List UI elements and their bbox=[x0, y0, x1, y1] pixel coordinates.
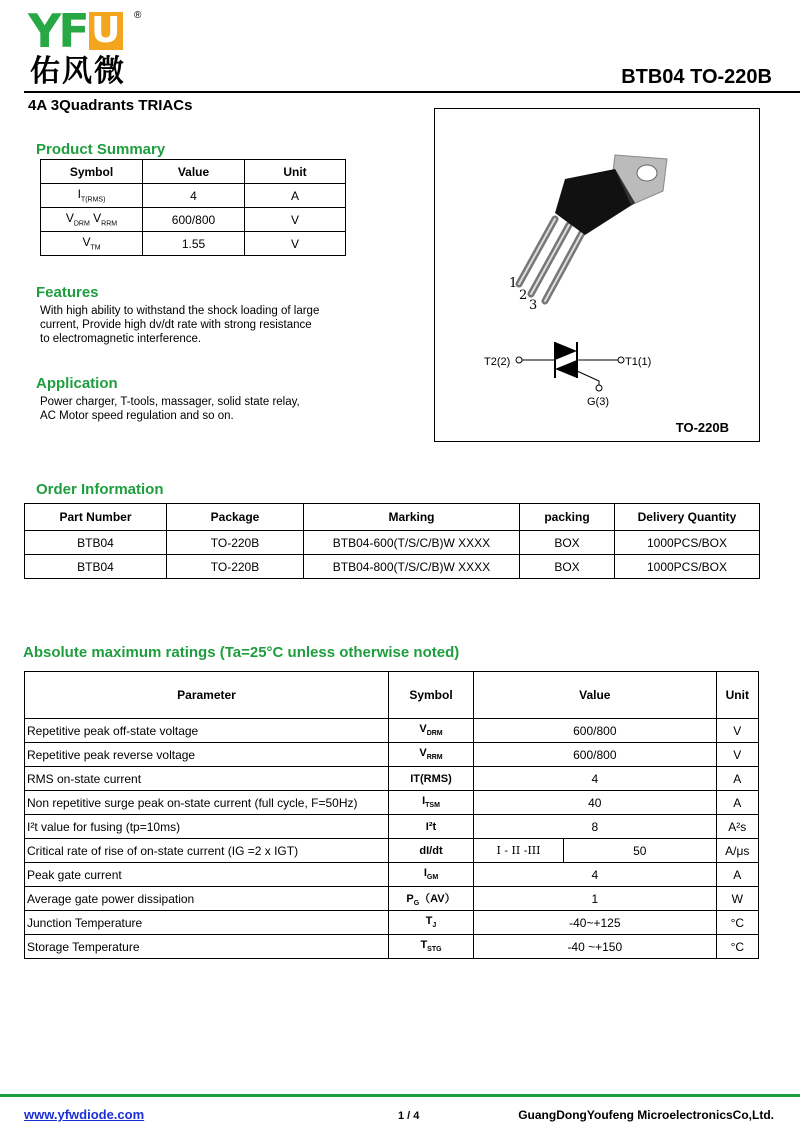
ratings-table bbox=[24, 671, 759, 959]
parameter-cell: Storage Temperature bbox=[25, 935, 389, 959]
value-cell: 40 bbox=[474, 791, 717, 815]
value-cell: 600/800 bbox=[474, 719, 717, 743]
table-row bbox=[25, 887, 759, 911]
symbol-sub: G bbox=[413, 900, 420, 908]
column-header: Symbol bbox=[41, 160, 143, 184]
table-row bbox=[25, 531, 760, 555]
table-row bbox=[25, 743, 759, 767]
value-cell: 4 bbox=[143, 184, 245, 208]
header-rule bbox=[24, 91, 800, 93]
parameter-cell: Non repetitive surge peak on-state current (full cycle, F=50Hz) bbox=[25, 791, 389, 815]
table-row bbox=[25, 791, 759, 815]
symbol-main: dI/dt bbox=[419, 844, 443, 857]
logo-u-box: U bbox=[89, 12, 123, 50]
logo-chinese: 佑风微 bbox=[30, 54, 126, 89]
triac-triangle-bottom bbox=[555, 360, 577, 378]
table-row bbox=[41, 208, 346, 232]
cell: 1000PCS/BOX bbox=[615, 555, 760, 579]
table-row bbox=[25, 911, 759, 935]
wire-gate bbox=[577, 371, 599, 385]
registered-mark: ® bbox=[134, 10, 142, 21]
package-leads bbox=[519, 219, 583, 301]
table-row bbox=[25, 839, 759, 863]
footer-rule bbox=[0, 1094, 800, 1097]
product-summary-heading: Product Summary bbox=[36, 141, 166, 158]
symbol-main: T bbox=[425, 915, 433, 928]
column-header: Parameter bbox=[25, 672, 389, 719]
application-text: Power charger, T-tools, massager, solid state relay, AC Motor speed regulation and so on. bbox=[40, 396, 300, 422]
cell: BTB04 bbox=[25, 531, 167, 555]
terminal-t1-dot bbox=[618, 357, 624, 363]
pin-number: 1 bbox=[509, 276, 518, 291]
parameter-cell: Peak gate current bbox=[25, 863, 389, 887]
symbol-cell bbox=[41, 184, 143, 208]
symbol-main: I bbox=[77, 187, 81, 202]
symbol-sub: T(RMS) bbox=[80, 196, 106, 204]
quadrant-cell: I - II -III bbox=[474, 839, 564, 863]
column-header: Value bbox=[474, 672, 717, 719]
symbol-cell bbox=[41, 208, 143, 232]
terminal-t2-label: T2(2) bbox=[484, 356, 511, 368]
value-cell: 1.55 bbox=[143, 232, 245, 256]
symbol-main: I bbox=[423, 867, 427, 880]
mounting-hole bbox=[637, 165, 657, 181]
product-summary-table bbox=[40, 159, 346, 256]
symbol-cell bbox=[389, 887, 474, 911]
symbol-cell bbox=[389, 839, 474, 863]
unit-cell: A²s bbox=[716, 815, 758, 839]
cell: TO-220B bbox=[167, 531, 304, 555]
company-logo bbox=[28, 4, 158, 89]
parameter-cell: I²t value for fusing (tp=10ms) bbox=[25, 815, 389, 839]
symbol-cell bbox=[389, 863, 474, 887]
symbol-cell bbox=[389, 815, 474, 839]
symbol-sub: TM bbox=[90, 244, 101, 252]
value-cell: -40 ~+150 bbox=[474, 935, 717, 959]
column-header: Marking bbox=[304, 504, 520, 531]
symbol-cell bbox=[389, 743, 474, 767]
symbol-main: T bbox=[420, 939, 428, 952]
ratings-heading: Absolute maximum ratings (Ta=25°C unless otherwise noted) bbox=[23, 644, 460, 661]
logo-latin bbox=[28, 4, 123, 58]
to220-package-illustration bbox=[435, 109, 759, 441]
value-cell: 50 bbox=[564, 839, 717, 863]
parameter-cell: Average gate power dissipation bbox=[25, 887, 389, 911]
table-row bbox=[25, 555, 760, 579]
symbol-cell bbox=[389, 719, 474, 743]
table-row bbox=[25, 815, 759, 839]
symbol-main: I²t bbox=[425, 820, 437, 833]
value-cell: 1 bbox=[474, 887, 717, 911]
symbol-cell bbox=[389, 935, 474, 959]
unit-cell: V bbox=[716, 743, 758, 767]
value-cell: 4 bbox=[474, 767, 717, 791]
column-header: packing bbox=[520, 504, 615, 531]
pin-number: 2 bbox=[519, 288, 528, 303]
parameter-cell: Repetitive peak reverse voltage bbox=[25, 743, 389, 767]
page-number: 1 / 4 bbox=[398, 1110, 420, 1122]
symbol-sub: TSM bbox=[425, 802, 440, 810]
symbol-sub: RRM bbox=[426, 754, 443, 762]
cell: BTB04 bbox=[25, 555, 167, 579]
column-header: Part Number bbox=[25, 504, 167, 531]
table-row bbox=[25, 863, 759, 887]
symbol-sub: DRM bbox=[73, 220, 90, 228]
column-header: Unit bbox=[716, 672, 758, 719]
cell: BOX bbox=[520, 555, 615, 579]
symbol-sub: GM bbox=[426, 874, 439, 882]
terminal-t1-label: T1(1) bbox=[625, 356, 652, 368]
website-link[interactable]: www.yfwdiode.com bbox=[24, 1107, 145, 1122]
value-cell: 8 bbox=[474, 815, 717, 839]
unit-cell: A bbox=[716, 791, 758, 815]
package-figure bbox=[434, 108, 760, 442]
symbol-main: IT(RMS) bbox=[410, 772, 452, 785]
parameter-cell: RMS on-state current bbox=[25, 767, 389, 791]
order-information-table bbox=[24, 503, 760, 579]
unit-cell: W bbox=[716, 887, 758, 911]
triac-triangle-top bbox=[555, 342, 577, 360]
table-row bbox=[25, 935, 759, 959]
logo-yf: YF bbox=[28, 4, 87, 58]
order-information-heading: Order Information bbox=[36, 481, 164, 498]
triac-symbol bbox=[484, 342, 651, 408]
terminal-t2-dot bbox=[516, 357, 522, 363]
subtitle: 4A 3Quadrants TRIACs bbox=[28, 97, 193, 114]
table-header-row bbox=[25, 672, 759, 719]
column-header: Package bbox=[167, 504, 304, 531]
features-heading: Features bbox=[36, 284, 99, 301]
symbol-sub: RRM bbox=[101, 220, 118, 228]
table-header-row bbox=[25, 504, 760, 531]
unit-cell: A bbox=[716, 767, 758, 791]
symbol-cell bbox=[389, 791, 474, 815]
cell: BOX bbox=[520, 531, 615, 555]
symbol-main: P bbox=[406, 892, 414, 905]
table-row bbox=[25, 767, 759, 791]
unit-cell: V bbox=[716, 719, 758, 743]
table-header-row bbox=[41, 160, 346, 184]
cell: TO-220B bbox=[167, 555, 304, 579]
cell: 1000PCS/BOX bbox=[615, 531, 760, 555]
value-cell: 600/800 bbox=[143, 208, 245, 232]
symbol-main: V bbox=[82, 235, 91, 250]
application-heading: Application bbox=[36, 375, 118, 392]
unit-cell: V bbox=[245, 208, 346, 232]
cell: BTB04-800(T/S/C/B)W XXXX bbox=[304, 555, 520, 579]
value-cell: 4 bbox=[474, 863, 717, 887]
unit-cell: A bbox=[716, 863, 758, 887]
symbol-main: V bbox=[419, 723, 427, 736]
cell: BTB04-600(T/S/C/B)W XXXX bbox=[304, 531, 520, 555]
table-row bbox=[25, 719, 759, 743]
unit-cell: °C bbox=[716, 935, 758, 959]
table-row bbox=[41, 184, 346, 208]
symbol-cell bbox=[389, 911, 474, 935]
unit-cell: A bbox=[245, 184, 346, 208]
unit-cell: A/μs bbox=[716, 839, 758, 863]
column-header: Value bbox=[143, 160, 245, 184]
part-title: BTB04 TO-220B bbox=[621, 66, 772, 88]
symbol-main: V bbox=[419, 747, 427, 760]
parameter-cell: Repetitive peak off-state voltage bbox=[25, 719, 389, 743]
symbol-sub: STG bbox=[427, 946, 442, 954]
column-header: Symbol bbox=[389, 672, 474, 719]
pin-number: 3 bbox=[529, 298, 538, 313]
symbol-main: I bbox=[422, 795, 426, 808]
symbol-cell bbox=[389, 767, 474, 791]
column-header: Delivery Quantity bbox=[615, 504, 760, 531]
terminal-g-label: G(3) bbox=[587, 396, 609, 408]
symbol-tail: （AV） bbox=[419, 892, 456, 905]
symbol-sub: J bbox=[432, 922, 437, 930]
symbol-cell bbox=[41, 232, 143, 256]
column-header: Unit bbox=[245, 160, 346, 184]
package-label: TO-220B bbox=[675, 420, 729, 435]
symbol-main: V bbox=[65, 211, 74, 226]
symbol-sub: DRM bbox=[426, 730, 443, 738]
value-cell: -40~+125 bbox=[474, 911, 717, 935]
features-text: With high ability to withstand the shock loading of large current, Provide high dv/dt rate with strong resistance to electromagnetic interference. bbox=[40, 305, 320, 345]
unit-cell: °C bbox=[716, 911, 758, 935]
table-row bbox=[41, 232, 346, 256]
unit-cell: V bbox=[245, 232, 346, 256]
value-cell: 600/800 bbox=[474, 743, 717, 767]
terminal-g-dot bbox=[596, 385, 602, 391]
parameter-cell: Critical rate of rise of on-state current (IG =2 x IGT) bbox=[25, 839, 389, 863]
company-name: GuangDongYoufeng MicroelectronicsCo,Ltd. bbox=[518, 1108, 774, 1122]
parameter-cell: Junction Temperature bbox=[25, 911, 389, 935]
symbol-main: V bbox=[89, 211, 102, 226]
